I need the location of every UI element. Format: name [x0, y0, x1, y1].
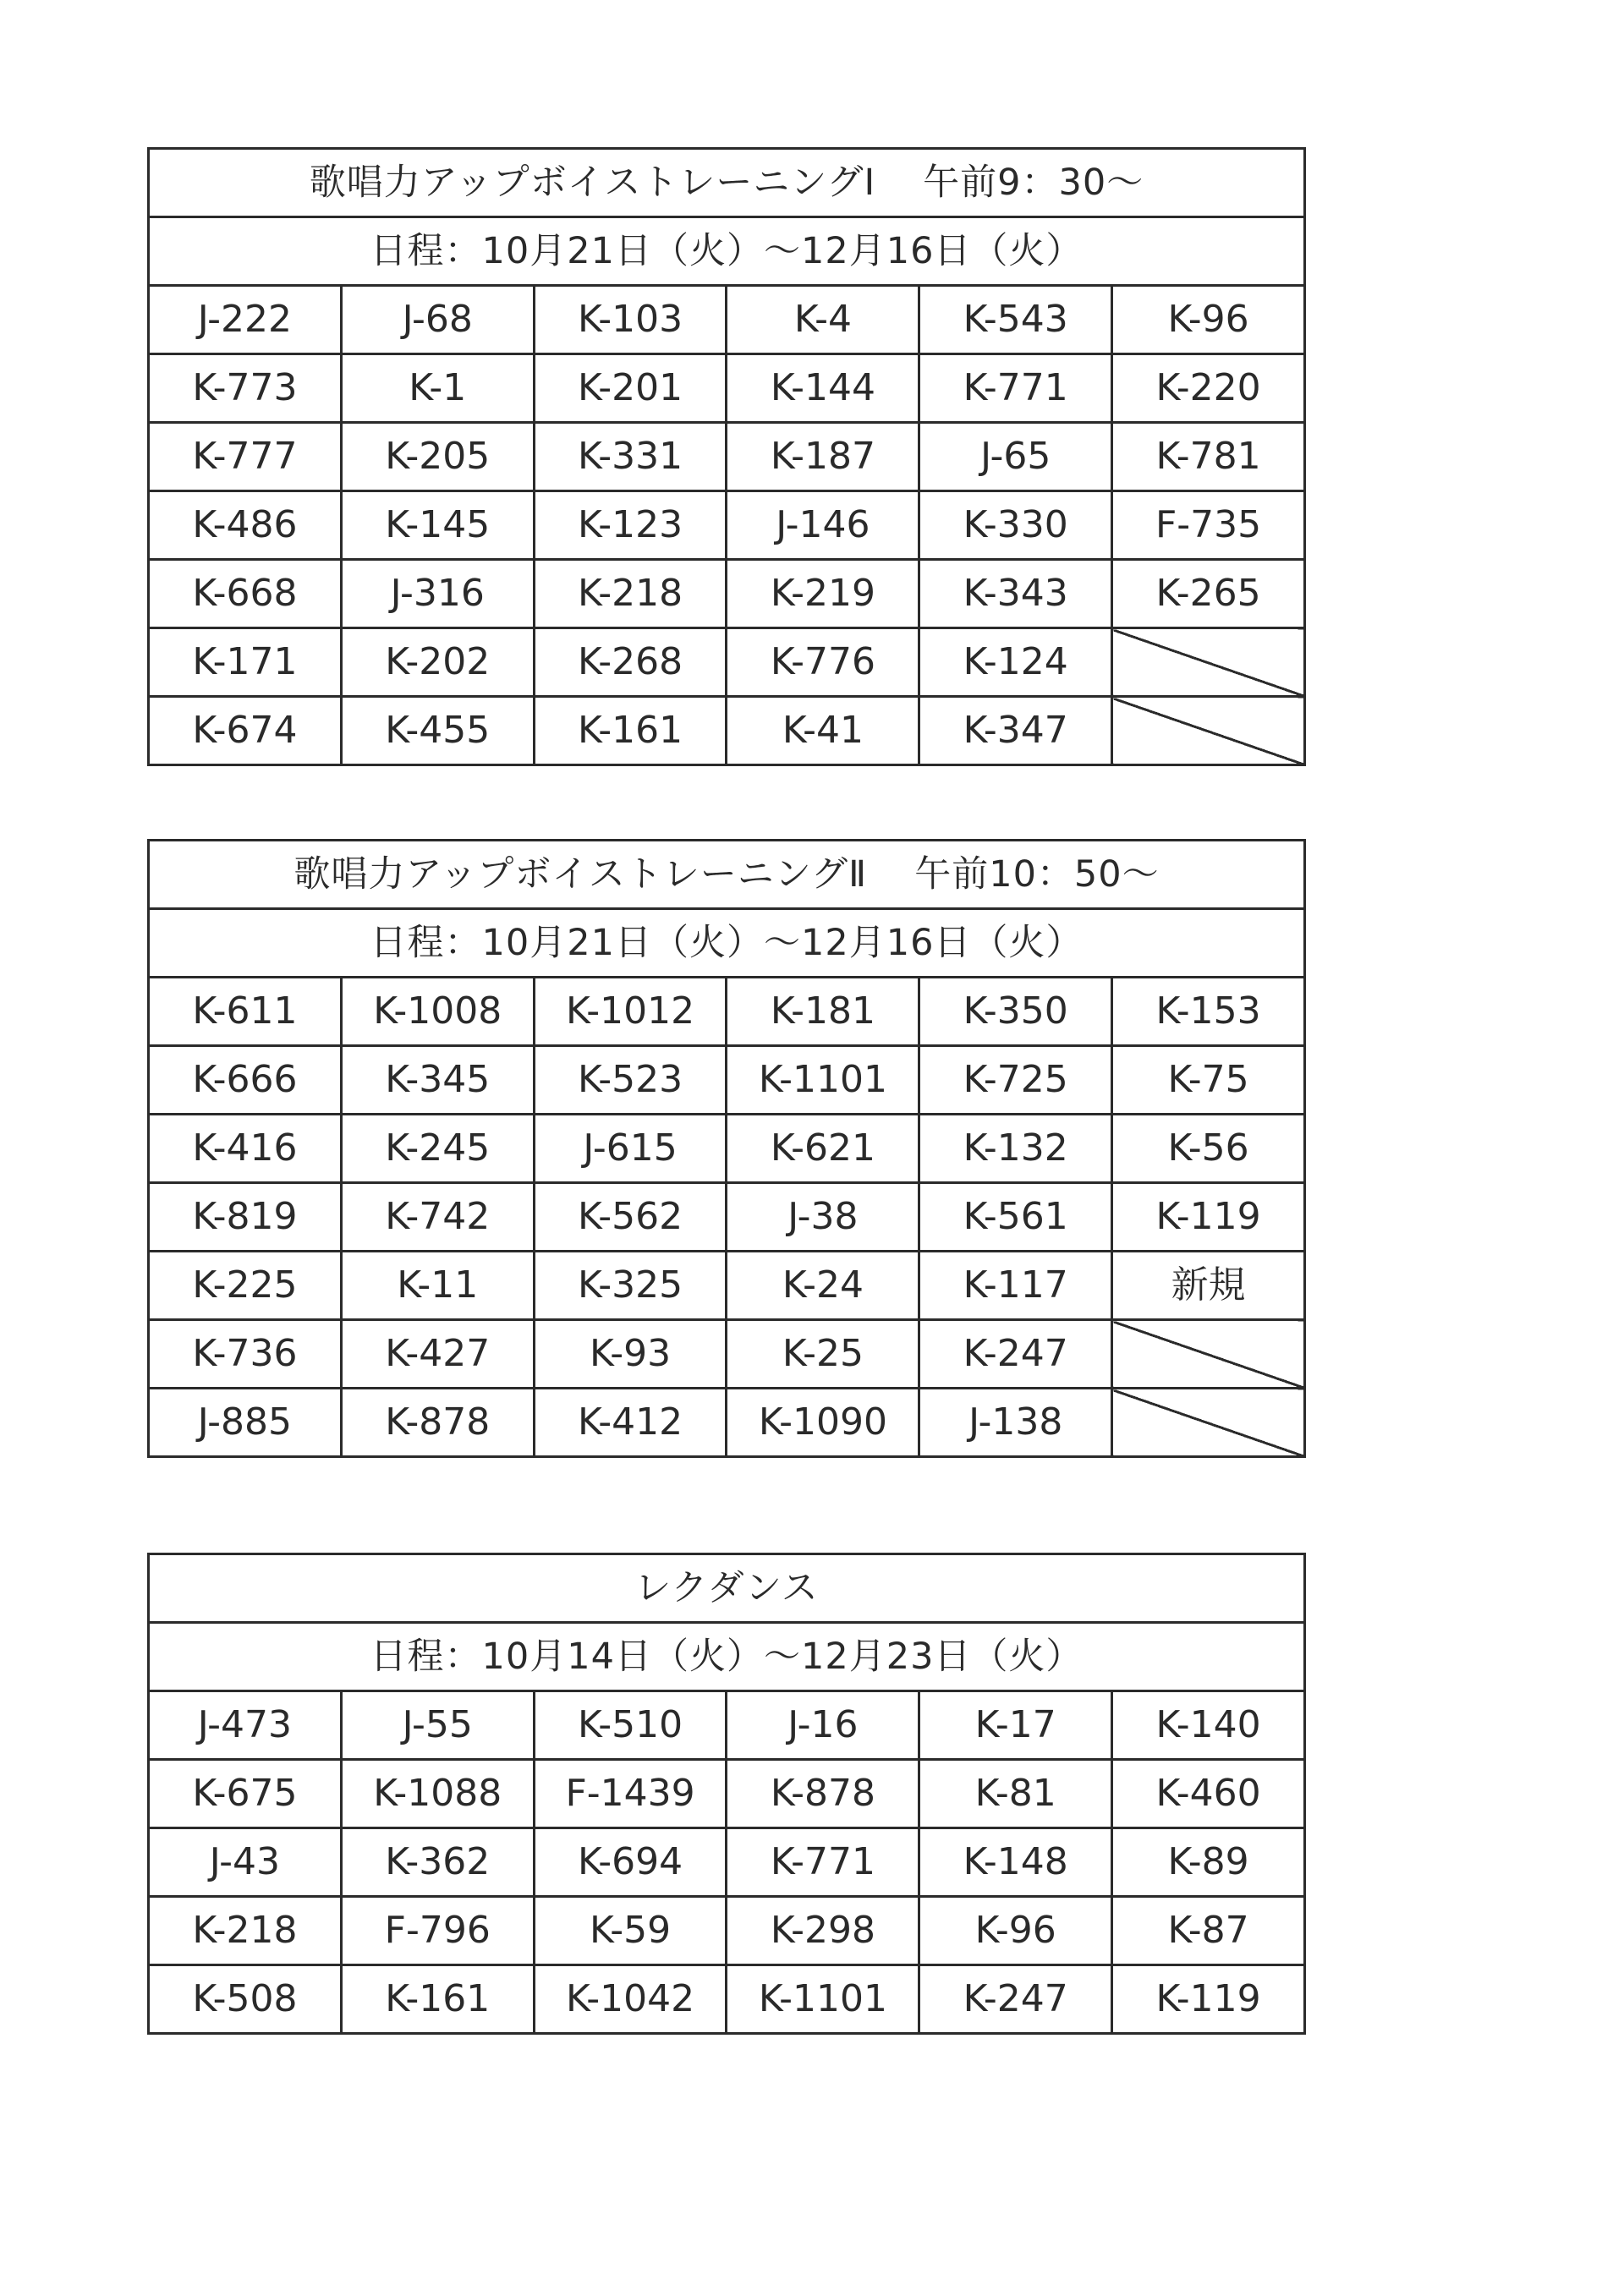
member-id-cell: K-59 [534, 1897, 727, 1965]
member-id-cell: K-675 [149, 1760, 342, 1828]
member-id-cell: K-543 [919, 286, 1112, 354]
empty-slash-cell [1112, 697, 1305, 765]
member-id-cell: K-161 [341, 1965, 534, 2034]
member-id-cell: K-148 [919, 1828, 1112, 1897]
member-id-cell: K-347 [919, 697, 1112, 765]
empty-slash-cell [1112, 1389, 1305, 1457]
member-id-cell: K-777 [149, 423, 342, 491]
table-row [149, 1691, 1305, 1760]
member-id-cell: K-144 [727, 354, 919, 423]
member-id-cell: J-16 [727, 1691, 919, 1760]
member-id-cell: K-201 [534, 354, 727, 423]
member-id-cell: K-153 [1112, 978, 1305, 1046]
class-name: 歌唱力アップボイストレーニングⅠ [309, 162, 876, 204]
member-id-cell: J-138 [919, 1389, 1112, 1457]
member-id-cell: K-562 [534, 1183, 727, 1252]
member-id-cell: K-96 [919, 1897, 1112, 1965]
member-id-cell: K-1088 [341, 1760, 534, 1828]
member-id-cell: K-325 [534, 1252, 727, 1320]
member-id-cell: K-124 [919, 628, 1112, 697]
member-id-cell: K-218 [149, 1897, 342, 1965]
member-id-cell: K-561 [919, 1183, 1112, 1252]
member-id-cell: K-666 [149, 1046, 342, 1115]
member-id-cell: K-878 [341, 1389, 534, 1457]
member-id-cell: K-218 [534, 560, 727, 628]
empty-slash-cell [1112, 1320, 1305, 1389]
member-id-cell: K-460 [1112, 1760, 1305, 1828]
member-id-cell: K-41 [727, 697, 919, 765]
member-id-cell: K-225 [149, 1252, 342, 1320]
member-id-cell: K-117 [919, 1252, 1112, 1320]
member-id-cell: K-140 [1112, 1691, 1305, 1760]
member-id-cell: K-187 [727, 423, 919, 491]
member-id-cell: K-89 [1112, 1828, 1305, 1897]
class-time: 午前9：30～ [923, 162, 1144, 204]
member-id-cell: K-161 [534, 697, 727, 765]
member-id-cell: K-771 [919, 354, 1112, 423]
table-title [149, 149, 1305, 217]
member-id-cell: J-473 [149, 1691, 342, 1760]
class-name: レクダンス [634, 1567, 819, 1609]
member-id-cell: F-735 [1112, 491, 1305, 560]
member-id-cell: J-222 [149, 286, 342, 354]
member-id-cell: K-132 [919, 1115, 1112, 1183]
member-id-cell: K-621 [727, 1115, 919, 1183]
member-id-cell: K-1008 [341, 978, 534, 1046]
member-id-cell: K-11 [341, 1252, 534, 1320]
table-row [149, 1389, 1305, 1457]
member-id-cell: K-819 [149, 1183, 342, 1252]
schedule-dates: 日程：10月21日（火）～12月16日（火） [149, 909, 1305, 978]
table-row [149, 1046, 1305, 1115]
member-id-cell: K-17 [919, 1691, 1112, 1760]
member-id-cell: K-486 [149, 491, 342, 560]
table-title [149, 841, 1305, 909]
member-id-cell: K-81 [919, 1760, 1112, 1828]
member-id-cell: K-412 [534, 1389, 727, 1457]
member-id-cell: K-773 [149, 354, 342, 423]
member-id-cell: K-345 [341, 1046, 534, 1115]
member-id-cell: J-38 [727, 1183, 919, 1252]
member-id-cell: K-181 [727, 978, 919, 1046]
table-row [149, 491, 1305, 560]
class-table-rec-dance [147, 1553, 1306, 2035]
member-id-cell: K-1101 [727, 1046, 919, 1115]
member-id-cell: K-202 [341, 628, 534, 697]
member-id-cell: K-350 [919, 978, 1112, 1046]
member-id-cell: K-220 [1112, 354, 1305, 423]
member-id-cell: K-1042 [534, 1965, 727, 2034]
member-id-cell: J-68 [341, 286, 534, 354]
table-row [149, 1828, 1305, 1897]
member-id-cell: K-247 [919, 1320, 1112, 1389]
member-id-cell: K-668 [149, 560, 342, 628]
class-table-voice-training-2 [147, 839, 1306, 1458]
member-id-cell: K-427 [341, 1320, 534, 1389]
member-id-cell: K-205 [341, 423, 534, 491]
table-row [149, 423, 1305, 491]
member-id-cell: J-146 [727, 491, 919, 560]
member-id-cell: K-343 [919, 560, 1112, 628]
member-id-cell: K-25 [727, 1320, 919, 1389]
table-row [149, 354, 1305, 423]
class-table-voice-training-1 [147, 147, 1306, 766]
member-id-cell: K-93 [534, 1320, 727, 1389]
empty-slash-cell [1112, 628, 1305, 697]
member-id-cell: K-330 [919, 491, 1112, 560]
member-id-cell: K-611 [149, 978, 342, 1046]
member-id-cell: K-119 [1112, 1965, 1305, 2034]
member-id-cell: K-1012 [534, 978, 727, 1046]
member-id-cell: K-268 [534, 628, 727, 697]
member-id-cell: J-65 [919, 423, 1112, 491]
table-row [149, 1897, 1305, 1965]
member-id-cell: J-885 [149, 1389, 342, 1457]
table-row [149, 1115, 1305, 1183]
member-id-cell: K-171 [149, 628, 342, 697]
member-id-cell: K-245 [341, 1115, 534, 1183]
member-id-cell: K-742 [341, 1183, 534, 1252]
class-name: 歌唱力アップボイストレーニングⅡ [294, 853, 868, 896]
member-id-cell: K-1 [341, 354, 534, 423]
member-id-cell: K-119 [1112, 1183, 1305, 1252]
member-id-cell: K-1101 [727, 1965, 919, 2034]
member-id-cell: K-776 [727, 628, 919, 697]
member-id-cell: K-145 [341, 491, 534, 560]
table-row [149, 978, 1305, 1046]
table-row [149, 1965, 1305, 2034]
member-id-cell: K-265 [1112, 560, 1305, 628]
member-id-cell: F-1439 [534, 1760, 727, 1828]
class-time: 午前10：50～ [914, 853, 1160, 896]
table-row [149, 628, 1305, 697]
schedule-dates: 日程：10月14日（火）～12月23日（火） [149, 1623, 1305, 1691]
member-id-cell: K-694 [534, 1828, 727, 1897]
member-id-cell: K-416 [149, 1115, 342, 1183]
member-id-cell: K-771 [727, 1828, 919, 1897]
table-title [149, 1554, 1305, 1623]
member-id-cell: J-316 [341, 560, 534, 628]
table-row [149, 1760, 1305, 1828]
member-id-cell: K-247 [919, 1965, 1112, 2034]
member-id-cell: J-43 [149, 1828, 342, 1897]
member-id-cell: K-725 [919, 1046, 1112, 1115]
member-id-cell: K-24 [727, 1252, 919, 1320]
member-id-cell: K-736 [149, 1320, 342, 1389]
member-id-cell: K-56 [1112, 1115, 1305, 1183]
member-id-cell: K-331 [534, 423, 727, 491]
table-row [149, 286, 1305, 354]
member-id-cell: K-123 [534, 491, 727, 560]
member-id-cell: K-510 [534, 1691, 727, 1760]
table-row [149, 560, 1305, 628]
member-id-cell: K-1090 [727, 1389, 919, 1457]
table-row [149, 1252, 1305, 1320]
member-id-cell: K-298 [727, 1897, 919, 1965]
member-id-cell: K-523 [534, 1046, 727, 1115]
schedule-dates: 日程：10月21日（火）～12月16日（火） [149, 217, 1305, 286]
member-id-cell: K-362 [341, 1828, 534, 1897]
table-row [149, 1320, 1305, 1389]
member-id-cell: J-615 [534, 1115, 727, 1183]
member-id-cell: K-781 [1112, 423, 1305, 491]
member-id-cell: K-674 [149, 697, 342, 765]
member-id-cell: K-878 [727, 1760, 919, 1828]
member-id-cell: K-508 [149, 1965, 342, 2034]
member-id-cell: K-4 [727, 286, 919, 354]
member-id-cell: K-219 [727, 560, 919, 628]
member-id-cell: F-796 [341, 1897, 534, 1965]
table-row [149, 1183, 1305, 1252]
member-id-cell: 新規 [1112, 1252, 1305, 1320]
member-id-cell: K-87 [1112, 1897, 1305, 1965]
member-id-cell: K-455 [341, 697, 534, 765]
member-id-cell: J-55 [341, 1691, 534, 1760]
member-id-cell: K-75 [1112, 1046, 1305, 1115]
member-id-cell: K-103 [534, 286, 727, 354]
member-id-cell: K-96 [1112, 286, 1305, 354]
table-row [149, 697, 1305, 765]
